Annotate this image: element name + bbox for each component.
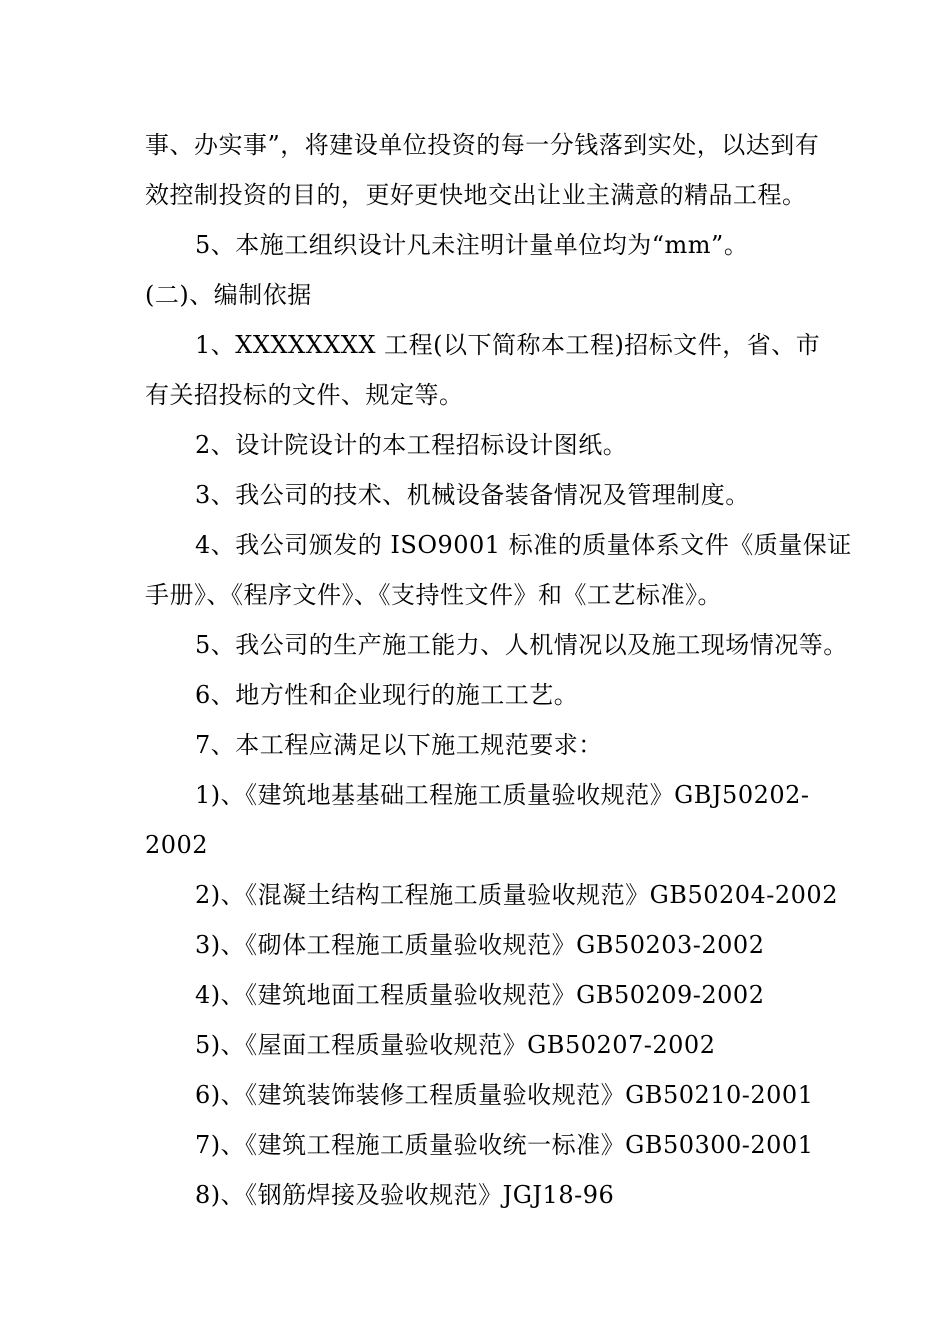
standard-item: 4)、《建筑地面工程质量验收规范》GB50209-2002: [195, 981, 765, 1009]
paragraph-line: 效控制投资的目的，更好更快地交出让业主满意的精品工程。: [145, 181, 807, 209]
section-heading: (二)、编制依据: [145, 281, 312, 309]
list-item: 4、我公司颁发的 ISO9001 标准的质量体系文件《质量保证: [195, 531, 852, 559]
paragraph-line: 5、本施工组织设计凡未注明计量单位均为“mm”。: [195, 231, 749, 259]
standard-item: 8)、《钢筋焊接及验收规范》JGJ18-96: [195, 1181, 615, 1209]
standard-item: 5)、《屋面工程质量验收规范》GB50207-2002: [195, 1031, 716, 1059]
standard-item: 6)、《建筑装饰装修工程质量验收规范》GB50210-2001: [195, 1081, 814, 1109]
standard-item: 2)、《混凝土结构工程施工质量验收规范》GB50204-2002: [195, 881, 838, 909]
list-item: 1、XXXXXXXX 工程(以下简称本工程)招标文件，省、市: [195, 331, 821, 359]
standard-item: 3)、《砌体工程施工质量验收规范》GB50203-2002: [195, 931, 765, 959]
list-item-continuation: 手册》、《程序文件》、《支持性文件》和《工艺标准》。: [145, 581, 722, 609]
standard-item: 7)、《建筑工程施工质量验收统一标准》GB50300-2001: [195, 1131, 814, 1159]
list-item: 6、地方性和企业现行的施工工艺。: [195, 681, 579, 709]
list-item: 5、我公司的生产施工能力、人机情况以及施工现场情况等。: [195, 631, 848, 659]
paragraph-line: 事、办实事”，将建设单位投资的每一分钱落到实处，以达到有: [145, 131, 820, 159]
standard-item-continuation: 2002: [145, 831, 209, 859]
list-item-continuation: 有关招投标的文件、规定等。: [145, 381, 464, 409]
standard-item: 1)、《建筑地基基础工程施工质量验收规范》GBJ50202-: [195, 781, 810, 809]
list-item: 7、本工程应满足以下施工规范要求：: [195, 731, 603, 759]
list-item: 3、我公司的技术、机械设备装备情况及管理制度。: [195, 481, 750, 509]
list-item: 2、设计院设计的本工程招标设计图纸。: [195, 431, 628, 459]
